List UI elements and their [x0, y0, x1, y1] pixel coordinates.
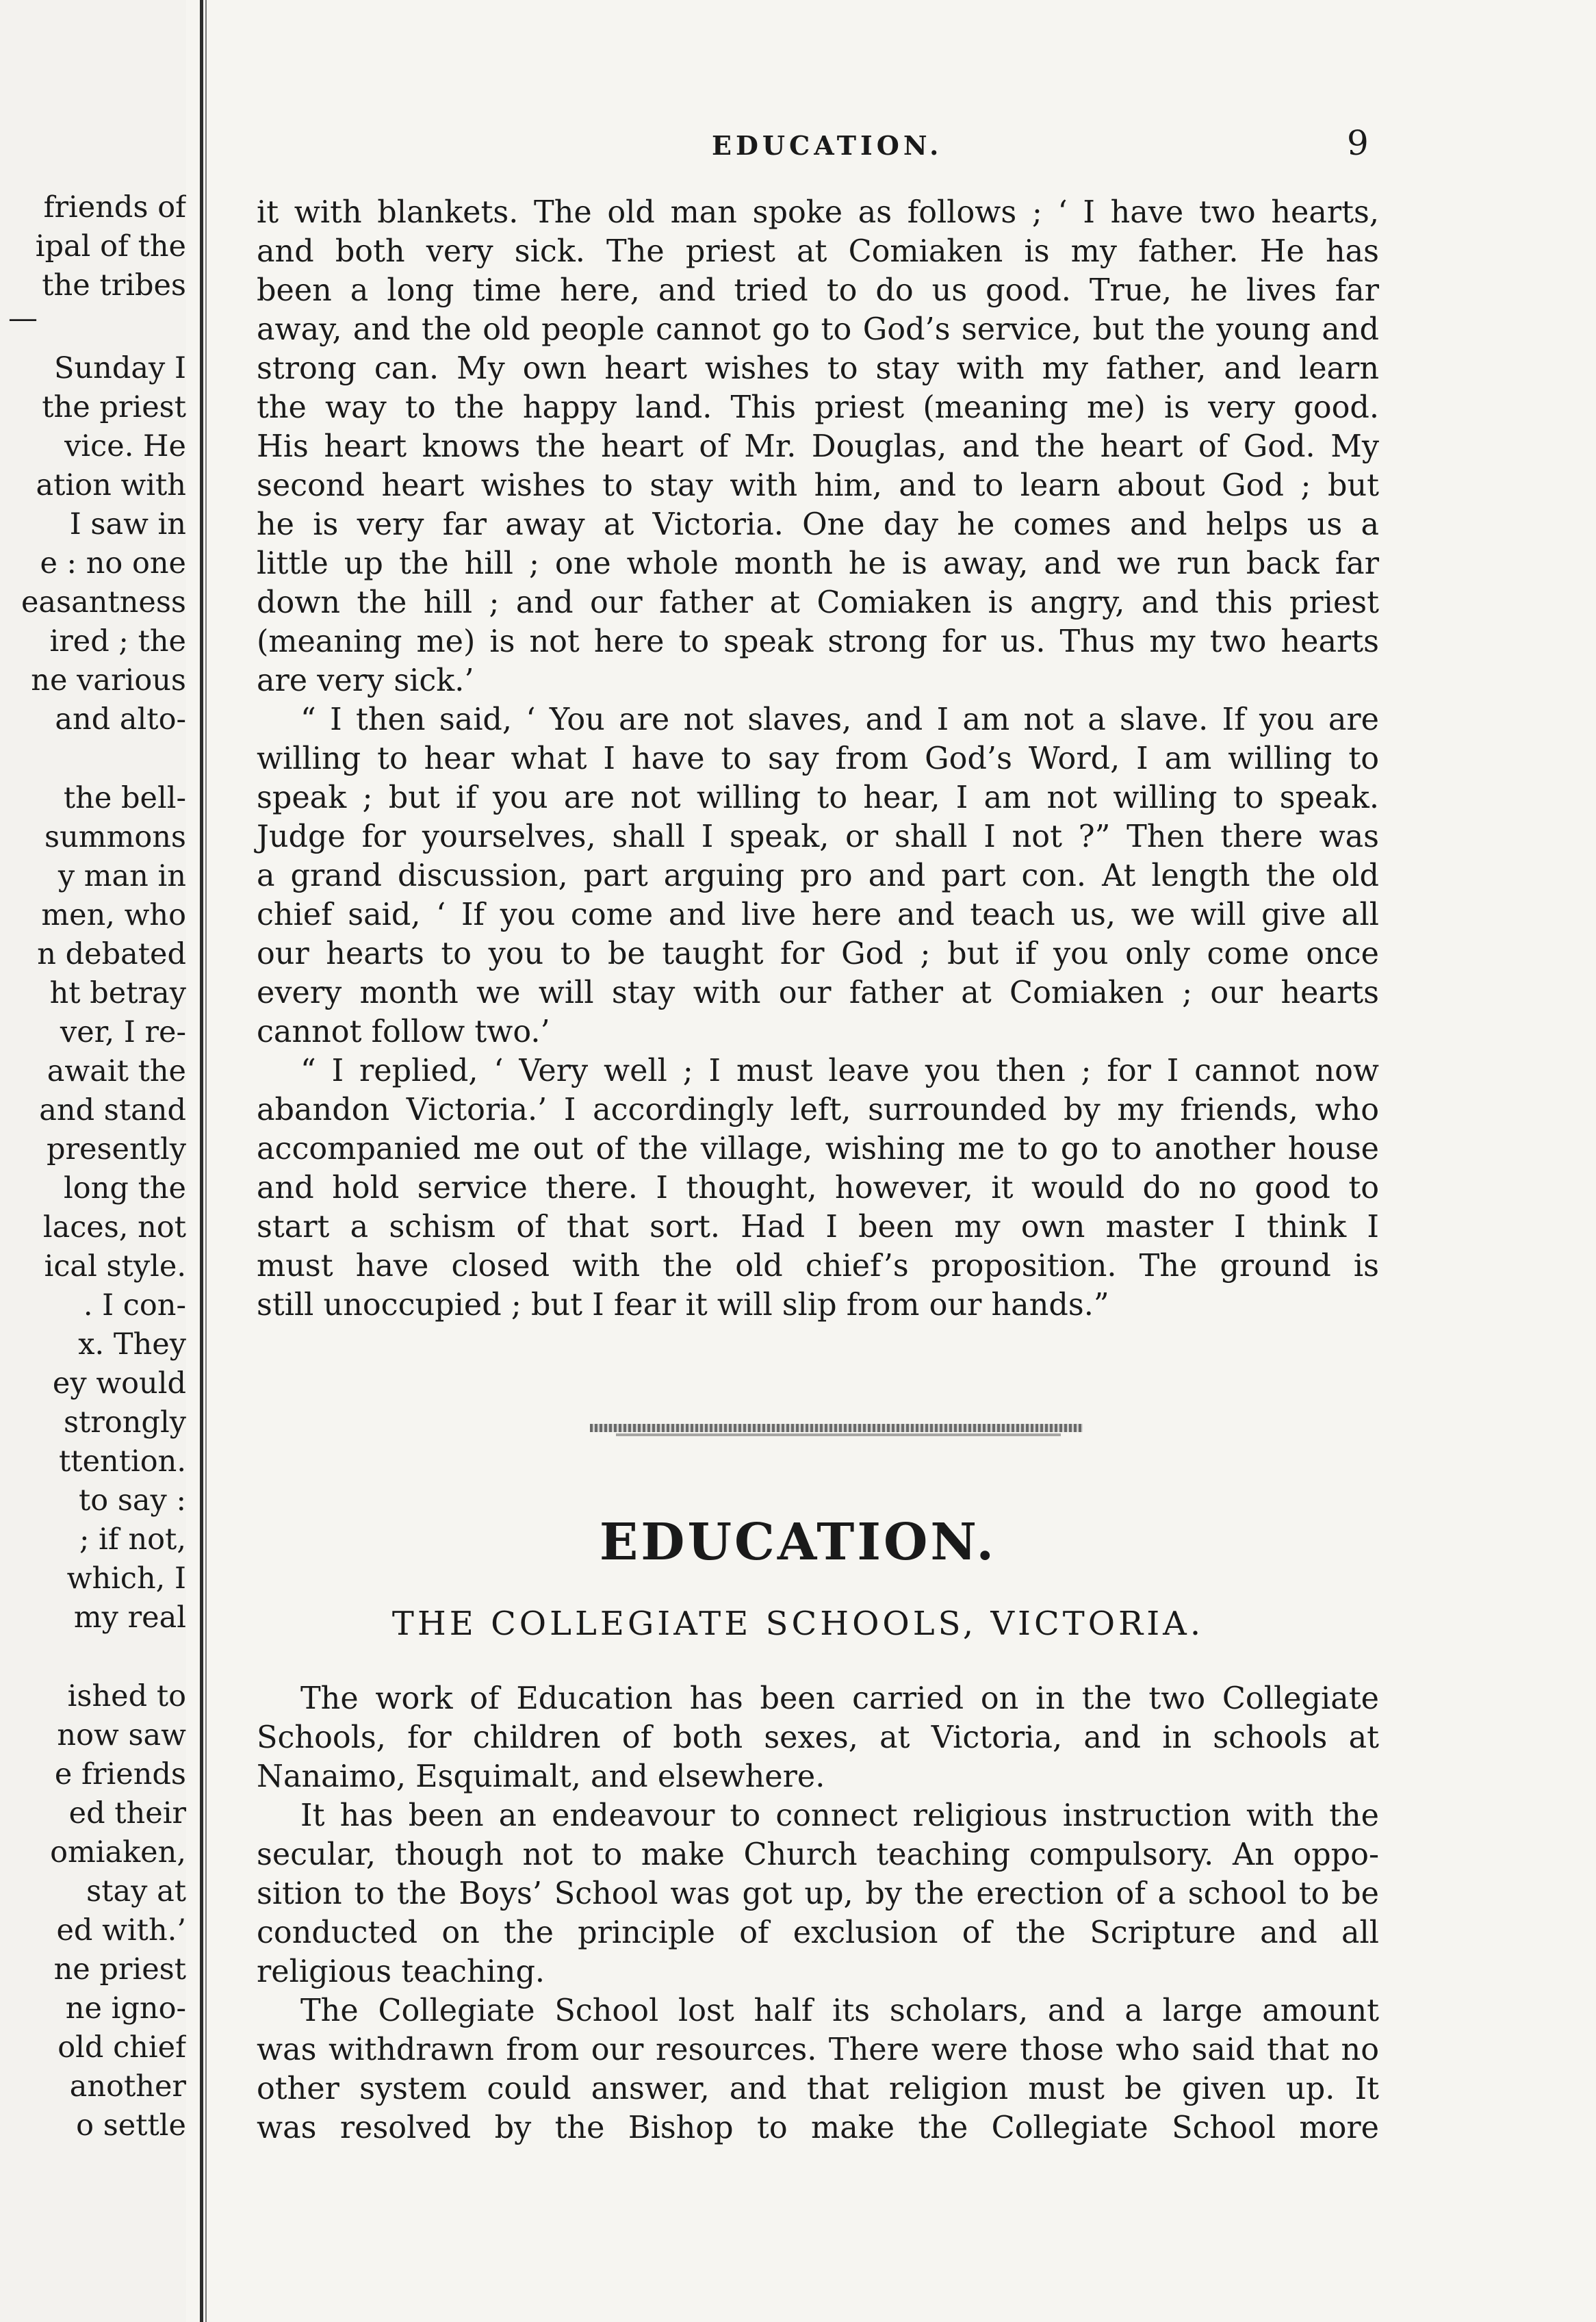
adjacent-page-line: vice. He	[64, 429, 186, 463]
text-line: Nanaimo, Esquimalt, and elsewhere.	[257, 1759, 825, 1794]
adjacent-page-line: the bell-	[63, 781, 186, 815]
adjacent-page-line: to say :	[79, 1483, 186, 1518]
adjacent-page-line: friends of	[43, 190, 186, 225]
text-line: His heart knows the heart of Mr. Douglas, and the heart of God. My	[257, 429, 1379, 464]
text-line: a grand discussion, part arguing pro and part con. At length the old	[257, 858, 1379, 893]
text-line: and hold service there. I thought, however, it would do no good to	[257, 1171, 1379, 1205]
adjacent-page-line: ver, I re-	[60, 1015, 186, 1049]
text-line: start a schism of that sort. Had I been my own master I think I	[257, 1210, 1379, 1245]
text-line: strong can. My own heart wishes to stay with my father, and learn	[257, 351, 1379, 386]
adjacent-page-line: x. They	[78, 1327, 186, 1362]
adjacent-page-line: y man in	[57, 859, 186, 893]
adjacent-page-line: ipal of the	[35, 229, 186, 264]
text-line: The Collegiate School lost half its scholars, and a large amount	[300, 1993, 1379, 2028]
text-line: the way to the happy land. This priest (meaning me) is very good.	[257, 390, 1379, 425]
text-line: cannot follow two.’	[257, 1015, 550, 1049]
adjacent-page-line: ne igno-	[65, 1991, 186, 2026]
page-gutter	[200, 0, 203, 2322]
text-line: away, and the old people cannot go to God’s service, but the young and	[257, 312, 1379, 347]
adjacent-page-line: strongly	[63, 1405, 186, 1440]
running-head: EDUCATION.	[712, 130, 943, 161]
adjacent-page-line: e friends	[54, 1757, 186, 1791]
text-line: he is very far away at Victoria. One day he comes and helps us a	[257, 507, 1379, 542]
adjacent-page-line: Sunday I	[54, 351, 186, 385]
adjacent-page-line: e : no one	[40, 546, 186, 580]
text-line: abandon Victoria.’ I accordingly left, surrounded by my friends, who	[257, 1093, 1379, 1127]
adjacent-page-line: now saw	[57, 1718, 186, 1752]
text-line: conducted on the principle of exclusion of the Scripture and all	[257, 1915, 1379, 1950]
text-line: The work of Education has been carried on in the two Collegiate	[300, 1681, 1379, 1716]
text-line: Judge for yourselves, shall I speak, or shall I not ?” Then there was	[257, 819, 1379, 854]
adjacent-page-line: ired ; the	[49, 624, 186, 659]
text-line: little up the hill ; one whole month he is away, and we run back far	[257, 546, 1379, 581]
adjacent-page-line: and alto-	[55, 702, 186, 737]
adjacent-page-dash: —	[8, 301, 38, 335]
text-line: been a long time here, and tried to do us good. True, he lives far	[257, 273, 1379, 308]
adjacent-page-line: summons	[44, 820, 186, 854]
adjacent-page-line: presently	[46, 1132, 186, 1166]
text-line: are very sick.’	[257, 663, 474, 698]
page-number: 9	[1347, 123, 1369, 163]
adjacent-page-line: the priest	[42, 390, 186, 424]
text-line: (meaning me) is not here to speak strong for us. Thus my two hearts	[257, 624, 1379, 659]
adjacent-page-line: ed their	[68, 1796, 186, 1830]
text-line: down the hill ; and our father at Comiaken is angry, and this priest	[257, 585, 1379, 620]
text-line: chief said, ‘ If you come and live here and teach us, we will give all	[257, 897, 1379, 932]
adjacent-page-line: my real	[73, 1600, 186, 1635]
adjacent-page-line: and stand	[39, 1093, 186, 1127]
adjacent-page-line: long the	[64, 1171, 186, 1205]
adjacent-page-line: ne priest	[53, 1952, 186, 1987]
adjacent-page-line: await the	[47, 1054, 186, 1088]
text-line: was resolved by the Bishop to make the Collegiate School more	[257, 2110, 1379, 2145]
section-title: EDUCATION.	[599, 1513, 997, 1572]
adjacent-page-line: omiaken,	[50, 1835, 186, 1870]
text-line: other system could answer, and that religion must be given up. It	[257, 2071, 1379, 2106]
text-line: secular, though not to make Church teaching compulsory. An oppo-	[257, 1837, 1379, 1872]
text-line: was withdrawn from our resources. There were those who said that no	[257, 2032, 1379, 2067]
adjacent-page-line: men, who	[41, 898, 186, 932]
adjacent-page-line: ttention.	[59, 1444, 186, 1479]
adjacent-page-line: ical style.	[44, 1249, 186, 1284]
adjacent-page-line: easantness	[21, 585, 186, 620]
adjacent-page-line: ation with	[36, 468, 186, 502]
section-divider	[590, 1424, 1083, 1432]
text-line: still unoccupied ; but I fear it will slip from our hands.”	[257, 1288, 1109, 1323]
adjacent-page-line: the tribes	[42, 268, 186, 303]
section-subtitle: THE COLLEGIATE SCHOOLS, VICTORIA.	[391, 1605, 1205, 1643]
text-line: “ I replied, ‘ Very well ; I must leave you then ; for I cannot now	[300, 1054, 1379, 1088]
text-line: our hearts to you to be taught for God ; but if you only come once	[257, 936, 1379, 971]
text-line: it with blankets. The old man spoke as follows ; ‘ I have two hearts,	[257, 195, 1379, 230]
adjacent-page-line: another	[69, 2069, 186, 2104]
adjacent-page-line: old chief	[57, 2030, 186, 2065]
adjacent-page-line: ht betray	[49, 976, 186, 1010]
text-line: speak ; but if you are not willing to hear, I am not willing to speak.	[257, 780, 1379, 815]
text-line: second heart wishes to stay with him, and to learn about God ; but	[257, 468, 1379, 503]
text-line: must have closed with the old chief’s proposition. The ground is	[257, 1249, 1379, 1284]
section-divider-rule	[616, 1433, 1061, 1436]
adjacent-page-line: ished to	[67, 1679, 186, 1713]
adjacent-page-line: ; if not,	[79, 1522, 186, 1557]
adjacent-page-line: . I con-	[83, 1288, 186, 1323]
text-line: accompanied me out of the village, wishing me to go to another house	[257, 1132, 1379, 1166]
text-line: religious teaching.	[257, 1954, 545, 1989]
adjacent-page-line: laces, not	[42, 1210, 186, 1245]
text-line: and both very sick. The priest at Comiaken is my father. He has	[257, 234, 1379, 269]
adjacent-page-line: ey would	[52, 1366, 186, 1401]
adjacent-page-line: ed with.’	[56, 1913, 186, 1948]
text-line: “ I then said, ‘ You are not slaves, and I am not a slave. If you are	[300, 702, 1379, 737]
text-line: every month we will stay with our father at Comiaken ; our hearts	[257, 975, 1379, 1010]
adjacent-page-line: which, I	[66, 1561, 186, 1596]
text-line: willing to hear what I have to say from God’s Word, I am willing to	[257, 741, 1379, 776]
adjacent-page-line: ne various	[31, 663, 186, 698]
page-gutter-shadow	[205, 0, 207, 2322]
adjacent-page-line: I saw in	[69, 507, 186, 541]
text-line: Schools, for children of both sexes, at Victoria, and in schools at	[257, 1720, 1379, 1755]
text-line: It has been an endeavour to connect religious instruction with the	[300, 1798, 1379, 1833]
adjacent-page-line: stay at	[86, 1874, 186, 1909]
adjacent-page-line: n debated	[37, 937, 186, 971]
adjacent-page-column	[0, 0, 186, 2322]
adjacent-page-line: o settle	[76, 2108, 186, 2143]
text-line: sition to the Boys’ School was got up, by the erection of a school to be	[257, 1876, 1379, 1911]
